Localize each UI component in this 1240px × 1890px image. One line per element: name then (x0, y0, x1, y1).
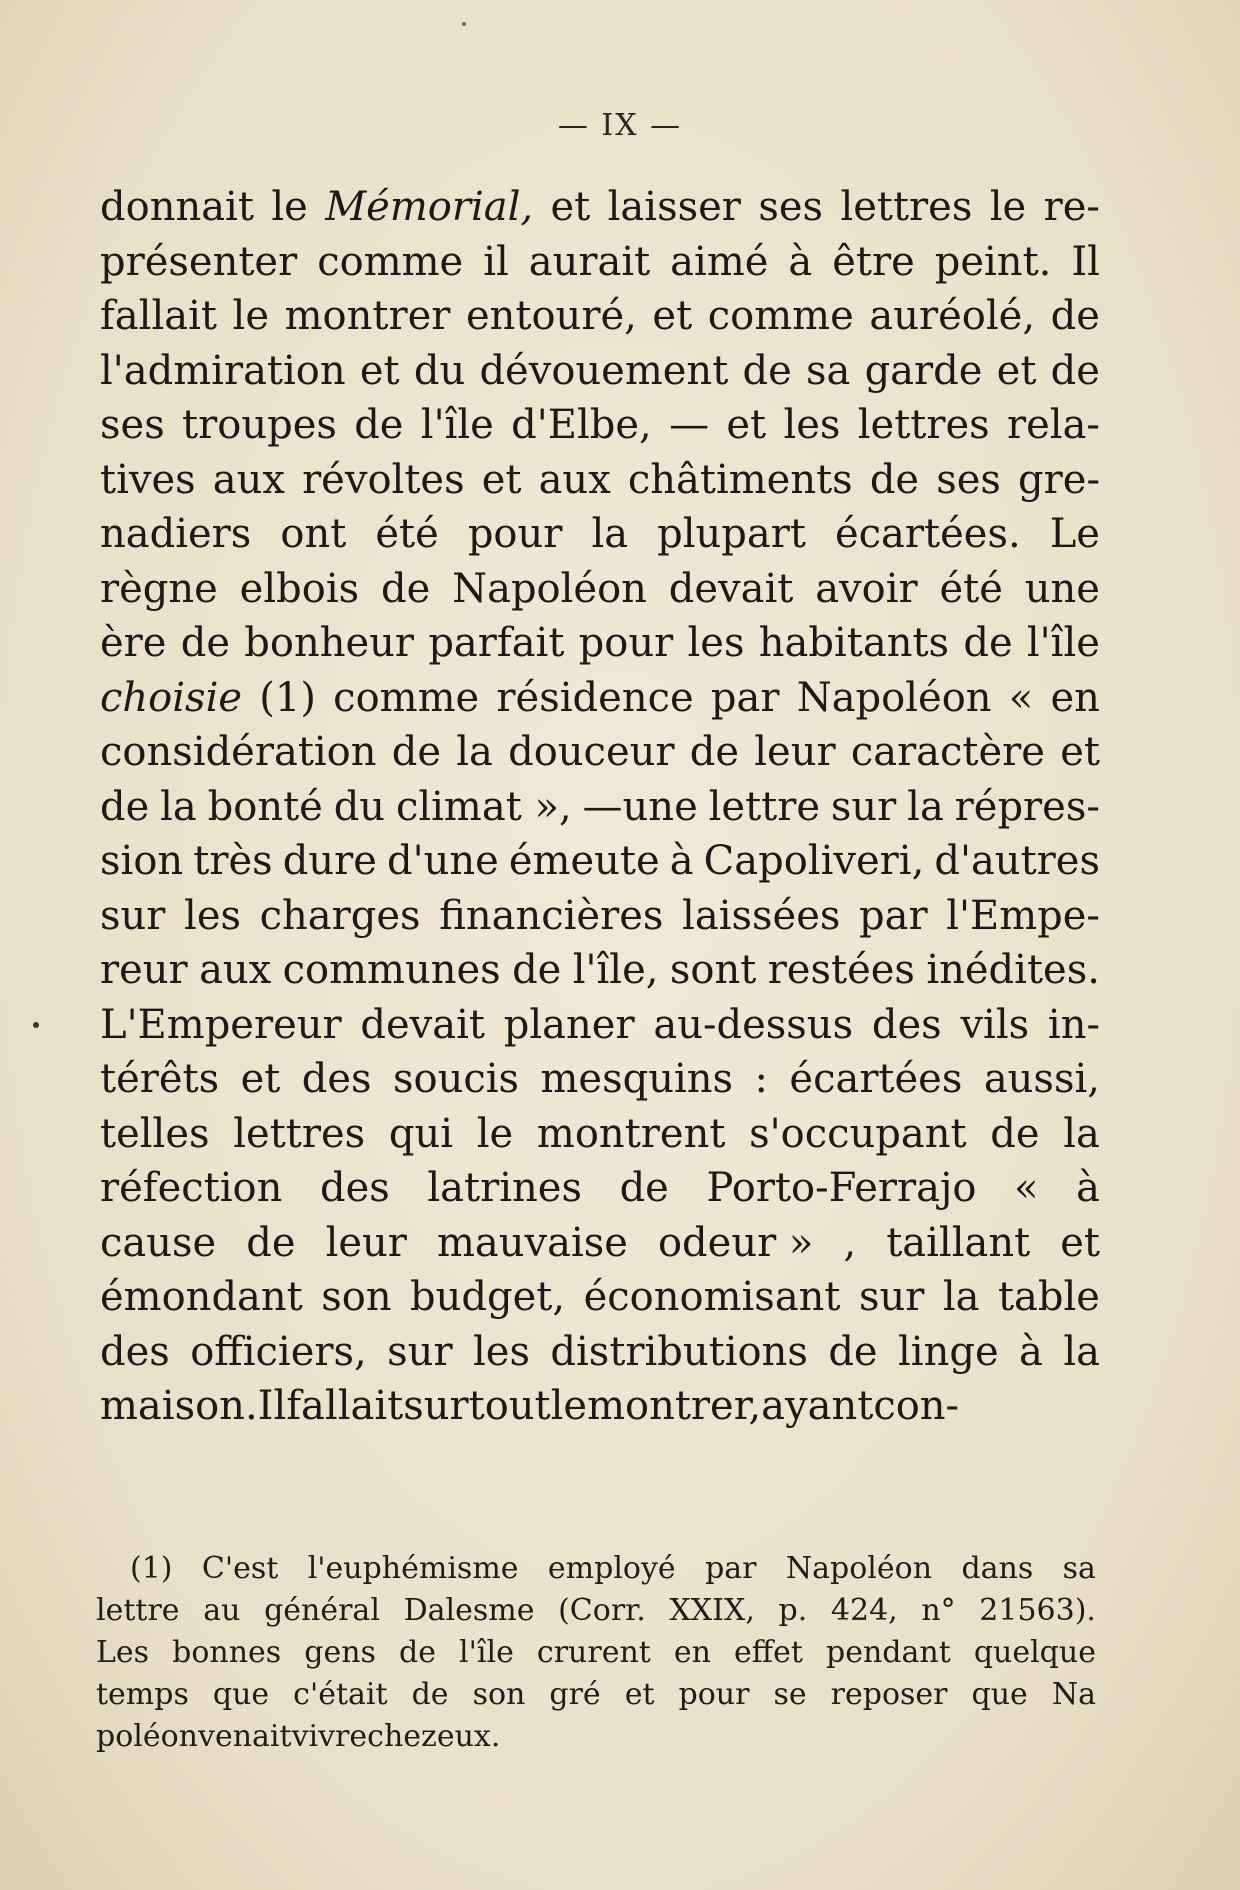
word: par (859, 892, 928, 939)
footnote-word: poléon (96, 1719, 198, 1754)
footnote-word: 21563). (979, 1593, 1096, 1628)
word: son (321, 1274, 392, 1320)
word: gre- (1018, 456, 1100, 503)
word: ère (100, 620, 167, 666)
word: de (1050, 347, 1100, 394)
word: de (100, 783, 150, 830)
word: climat », (395, 783, 572, 830)
footnote-word: Les (96, 1635, 150, 1670)
word: les (184, 892, 242, 939)
word: distributions (550, 1328, 808, 1375)
footnote-word: venait (198, 1719, 292, 1754)
text-line (100, 671, 1100, 726)
word: présenter (100, 238, 298, 285)
footnote-word: c'était (293, 1677, 388, 1712)
word: de (246, 1219, 296, 1266)
word: aimé (670, 238, 769, 285)
footnote-word: lettre (96, 1593, 180, 1628)
word: des (301, 1056, 372, 1102)
word: lettres (840, 184, 973, 230)
word: lettre (708, 783, 821, 830)
word: le (271, 184, 308, 230)
word: charges (259, 892, 421, 939)
word: de (742, 347, 792, 394)
text-line (100, 453, 1100, 508)
word: devait (668, 565, 794, 612)
word: d'une (386, 838, 499, 884)
word: Napoléon (796, 674, 992, 721)
text-line (100, 943, 1100, 998)
word: plupart (657, 511, 806, 557)
word: dure (282, 838, 377, 884)
word: été (375, 511, 439, 557)
word: de (689, 729, 740, 775)
word: lettres (857, 402, 990, 448)
word: mauvaise (436, 1219, 628, 1266)
text-line (100, 616, 1100, 671)
word: le (989, 184, 1027, 230)
word: surtout (403, 1383, 551, 1429)
word: et (1060, 729, 1100, 775)
word: montrer (284, 293, 451, 339)
word: ses (758, 184, 824, 230)
footnote-word: par (705, 1551, 757, 1586)
word: la (907, 783, 944, 830)
word: inédites. (926, 947, 1100, 993)
text-line (100, 998, 1100, 1053)
word: caractère (850, 729, 1045, 775)
word: térêts (100, 1056, 220, 1102)
word: fallait (286, 1383, 404, 1429)
footnote-word: son (472, 1677, 526, 1712)
word: troupes (182, 402, 337, 448)
word: reur (100, 947, 188, 993)
word: de (990, 1110, 1040, 1157)
footnote-word: p. (778, 1593, 808, 1628)
word: être (832, 238, 915, 285)
word: soucis (392, 1056, 520, 1102)
word: sur (387, 1328, 453, 1375)
footnote-word: C'est (201, 1551, 279, 1586)
word: le (232, 293, 270, 339)
word: Napoléon (452, 565, 647, 612)
word: et (550, 184, 591, 230)
word: sur (100, 892, 166, 939)
text-line (100, 1161, 1100, 1216)
word: la (591, 511, 629, 557)
word: maison. (100, 1383, 258, 1429)
footnote-word: dans (961, 1551, 1034, 1586)
word: en (1050, 674, 1100, 721)
word: écartées (789, 1056, 963, 1102)
body-text (100, 180, 1100, 1434)
footnote-word: bonnes (172, 1635, 282, 1670)
footnote-word: quelque (973, 1635, 1096, 1670)
footnote-word: XXIX, (669, 1593, 755, 1628)
footnote-line (96, 1716, 1096, 1758)
word: telles (100, 1110, 210, 1157)
word: de (391, 729, 442, 775)
footnote-word: l'euphémisme (307, 1551, 519, 1586)
word: châtiments (627, 456, 853, 503)
word: ayant (761, 1383, 874, 1429)
word: nadiers (100, 511, 252, 557)
word: de (828, 1328, 878, 1375)
word: la (160, 783, 197, 830)
footnote-word: temps (96, 1677, 189, 1712)
word: aux (538, 456, 611, 503)
footnote-line (96, 1590, 1096, 1632)
footnote-word: de (411, 1677, 449, 1712)
word: dévouement (479, 347, 729, 394)
footnote-word: 424, (830, 1593, 898, 1628)
word: à (1019, 1328, 1043, 1375)
word: des (871, 1001, 942, 1048)
word: latrines (427, 1165, 582, 1211)
text-line (100, 235, 1100, 290)
word: la (456, 729, 493, 775)
word: et (726, 402, 767, 448)
word: donnait (100, 184, 254, 230)
word: de (963, 620, 1013, 666)
word: comme (333, 674, 480, 721)
word: peint. (934, 238, 1052, 285)
word: : (754, 1056, 768, 1102)
word: douceur (508, 729, 675, 775)
word: et (1060, 1219, 1100, 1266)
word: d'autres (934, 838, 1100, 884)
word: Porto-Ferrajo (706, 1165, 977, 1211)
word: leur (325, 1219, 407, 1266)
word: et (996, 347, 1037, 394)
word: , (843, 1219, 857, 1266)
print-speck (462, 22, 466, 26)
word: la (1063, 1328, 1100, 1375)
word: réfection (100, 1165, 283, 1211)
word: laissées (682, 892, 841, 939)
word: aurait (528, 238, 651, 285)
word: très (193, 838, 273, 884)
word: à (1076, 1165, 1100, 1211)
word: sur (830, 783, 897, 830)
word: comme (707, 293, 854, 339)
word: parfait (428, 620, 565, 666)
word: la (942, 1274, 980, 1320)
text-line (100, 1107, 1100, 1162)
word: entouré, (465, 293, 637, 339)
footnote-word: pour (678, 1677, 750, 1712)
word: mesquins (540, 1056, 734, 1102)
word: in- (1047, 1001, 1100, 1048)
word: de (869, 456, 920, 503)
footnote-word: général (264, 1593, 380, 1628)
word: officiers, (190, 1328, 367, 1375)
text-line (100, 1379, 1100, 1434)
word: Il (257, 1383, 287, 1429)
word: été (939, 565, 1003, 612)
word: révoltes (302, 456, 465, 503)
footnote-word: l'île (459, 1635, 514, 1670)
word: montrer, (587, 1383, 762, 1429)
word: il (483, 238, 509, 285)
footnote-word: Napoléon (785, 1551, 933, 1586)
footnote-word: gens (304, 1635, 376, 1670)
footnote-word: sa (1062, 1551, 1096, 1586)
word: auréolé, (869, 293, 1036, 339)
word: Le (1049, 511, 1100, 557)
word: et (359, 347, 400, 394)
word: règne (100, 565, 218, 612)
text-line (100, 398, 1100, 453)
word: L'Empereur (100, 1001, 342, 1048)
word: d'Elbe, (511, 402, 652, 448)
word: des (319, 1165, 390, 1211)
text-line (100, 780, 1100, 835)
word: con- (873, 1383, 960, 1429)
word: s'occupant (749, 1110, 967, 1157)
word: bonheur (244, 620, 415, 666)
text-line (100, 344, 1100, 399)
word: budget, (410, 1274, 566, 1320)
word: fallait (100, 293, 217, 339)
text-line (100, 1052, 1100, 1107)
word: l'admiration (100, 347, 346, 394)
footnote-word: n° (921, 1593, 956, 1628)
word: l'île, (572, 947, 659, 993)
footnote-word: employé (547, 1551, 676, 1586)
word: restées (767, 947, 915, 993)
footnote-word: que (212, 1677, 270, 1712)
footnotes (96, 1548, 1096, 1758)
word: financières (439, 892, 664, 939)
word: (1) (259, 674, 316, 721)
word: « (1008, 674, 1034, 721)
word: écartées. (834, 511, 1021, 557)
word: sur (858, 1274, 925, 1320)
word: choisie (100, 674, 243, 721)
footnote-word: (Corr. (558, 1593, 646, 1628)
footnote-word: Na (1051, 1677, 1096, 1712)
word: répres- (954, 783, 1100, 830)
word: de (512, 947, 562, 993)
word: aussi, (983, 1056, 1100, 1102)
word: l'île (1026, 620, 1100, 666)
word: re- (1043, 184, 1100, 230)
word: les (472, 1328, 530, 1375)
text-line (100, 289, 1100, 344)
word: le (550, 1383, 588, 1429)
word: et (652, 293, 693, 339)
footnote-word: reposer (830, 1677, 948, 1712)
word: sont (669, 947, 757, 993)
word: résidence (496, 674, 694, 721)
word: lettres (233, 1110, 366, 1157)
word: qui (388, 1110, 454, 1157)
word: les (783, 402, 841, 448)
word: rela- (1007, 402, 1100, 448)
margin-mark (33, 1022, 39, 1028)
word: des (100, 1328, 170, 1375)
word: économisant (583, 1274, 841, 1320)
word: considération (100, 729, 377, 775)
word: avoir (815, 565, 918, 612)
word: sion (100, 838, 184, 884)
text-line (100, 1325, 1100, 1380)
word: et (481, 456, 522, 503)
word: à (669, 838, 694, 884)
word: Mémorial, (325, 184, 534, 230)
footnote-word: se (773, 1677, 807, 1712)
word: ses (100, 402, 165, 448)
word: garde (864, 347, 983, 394)
text-line (100, 562, 1100, 617)
word: de (619, 1165, 669, 1211)
word: communes (282, 947, 501, 993)
word: l'Empe- (946, 892, 1100, 939)
footnote-word: que (971, 1677, 1028, 1712)
word: aux (212, 456, 285, 503)
word: leur (754, 729, 836, 775)
word: ses (936, 456, 1001, 503)
word: planer (503, 1001, 635, 1048)
footnote-word: eux. (436, 1719, 501, 1754)
word: la (1063, 1110, 1100, 1157)
footnote-word: en (673, 1635, 711, 1670)
footnote-word: (1) (130, 1551, 173, 1586)
footnote-word: et (624, 1677, 655, 1712)
word: du (413, 347, 466, 394)
word: émondant (100, 1274, 303, 1320)
word: —une (582, 783, 698, 830)
word: de (380, 565, 431, 612)
word: comme (317, 238, 464, 285)
word: par (710, 674, 780, 721)
word: devait (360, 1001, 485, 1048)
word: Il (1071, 238, 1100, 285)
word: tives (100, 456, 196, 503)
text-line (100, 1270, 1100, 1325)
footnote-word: pendant (826, 1635, 951, 1670)
text-line (100, 507, 1100, 562)
footnote-word: Dalesme (403, 1593, 535, 1628)
word: au-dessus (653, 1001, 854, 1048)
word: émeute (508, 838, 660, 884)
word: vils (960, 1001, 1030, 1048)
footnote-word: chez (367, 1719, 437, 1754)
text-line (100, 889, 1100, 944)
word: le (476, 1110, 514, 1157)
footnote-word: effet (734, 1635, 803, 1670)
word: elbois (239, 565, 360, 612)
word: ont (280, 511, 347, 557)
footnote-word: gré (549, 1677, 601, 1712)
word: à (788, 238, 813, 285)
text-line (100, 834, 1100, 889)
footnote-word: de (399, 1635, 436, 1670)
word: et (240, 1056, 281, 1102)
word: cause (100, 1219, 217, 1266)
page-number-header: — IX — (557, 108, 683, 143)
word: linge (898, 1328, 999, 1375)
word: taillant (886, 1219, 1031, 1266)
word: montrent (536, 1110, 726, 1157)
word: de (1050, 293, 1100, 339)
footnote-word: au (203, 1593, 241, 1628)
word: — (669, 402, 710, 448)
word: de (180, 620, 231, 666)
word: table (997, 1274, 1100, 1320)
footnote-word: crurent (536, 1635, 651, 1670)
word: l'île (420, 402, 494, 448)
word: aux (199, 947, 272, 993)
word: bonté (207, 783, 323, 830)
text-line (100, 725, 1100, 780)
word: les (687, 620, 745, 666)
footnote-line (96, 1632, 1096, 1674)
footnote-line (96, 1674, 1096, 1716)
word: sa (805, 347, 851, 394)
word: une (1024, 565, 1100, 612)
text-line (100, 180, 1100, 235)
word: habitants (758, 620, 950, 666)
word: odeur » (657, 1219, 814, 1266)
text-line (100, 1216, 1100, 1271)
word: laisser (607, 184, 741, 230)
word: pour (578, 620, 674, 666)
word: pour (467, 511, 563, 557)
word: Capoliveri, (703, 838, 925, 884)
footnote-line (96, 1548, 1096, 1590)
word: « (1014, 1165, 1039, 1211)
word: du (333, 783, 386, 830)
footnote-word: vivre (291, 1719, 368, 1754)
word: de (354, 402, 404, 448)
